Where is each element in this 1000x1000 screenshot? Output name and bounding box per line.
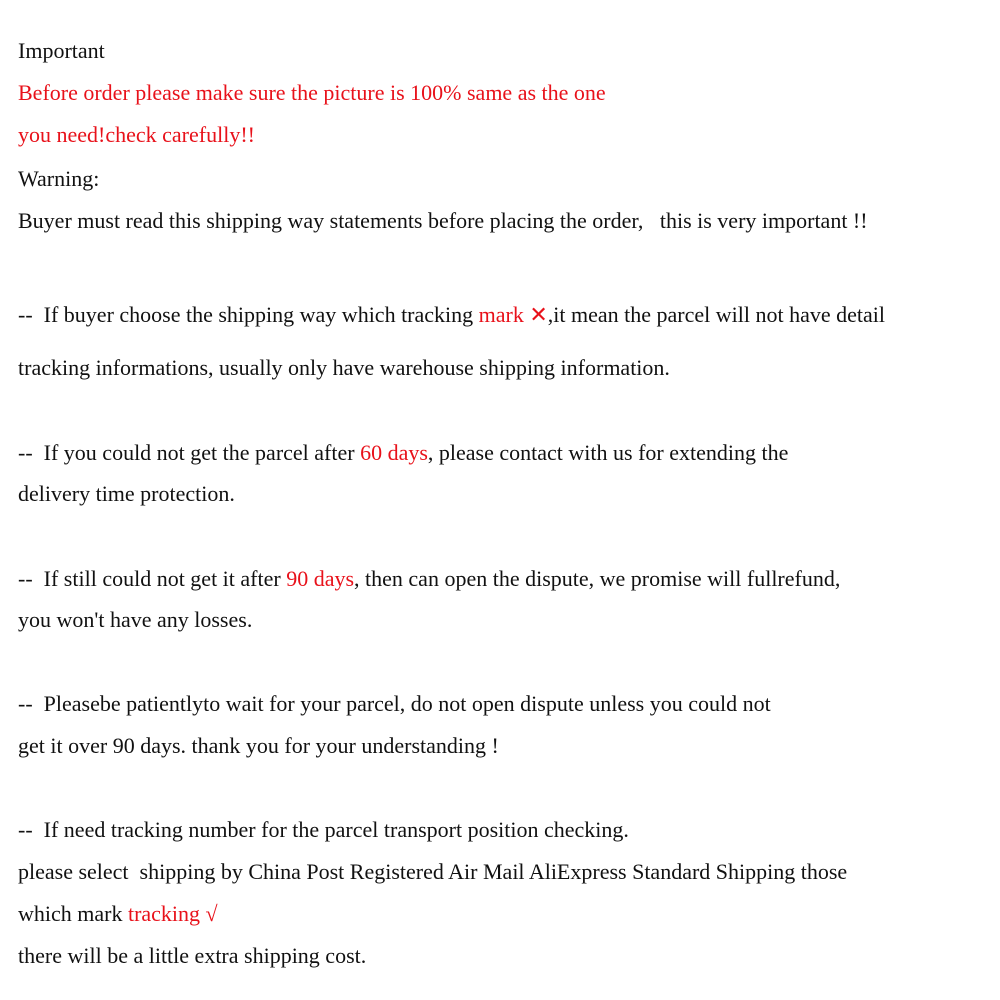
notice-line-1: Before order please make sure the picture is 100% same as the one <box>18 80 606 105</box>
item-3-highlight: 90 days <box>286 566 355 591</box>
item-1-text: -- If buyer choose the shipping way which tracking <box>18 302 479 327</box>
item-2-line-1 <box>18 440 788 466</box>
item-5-line-1: -- If need tracking number for the parcel transport position checking. <box>18 817 629 842</box>
item-1-highlight: mark <box>478 302 530 327</box>
warning-label: Warning: <box>18 166 100 191</box>
item-5-line-2: please select shipping by China Post Registered Air Mail AliExpress Standard Shipping those <box>18 859 848 884</box>
item-2-text-post: , please contact with us for extending the <box>427 440 789 465</box>
warning-text: Buyer must read this shipping way statements before placing the order, this is very important !! <box>18 208 868 233</box>
item-1-line-2: tracking informations, usually only have warehouse shipping information. <box>18 355 670 380</box>
item-4-line-1: -- Pleasebe patientlyto wait for your parcel, do not open dispute unless you could not <box>18 691 771 716</box>
item-5-text: which mark <box>18 901 128 926</box>
item-3-text: -- If still could not get it after <box>18 566 287 591</box>
item-3-line-1 <box>18 566 840 592</box>
item-5-line-4: there will be a little extra shipping cost. <box>18 943 367 968</box>
notice-line-2: you need!check carefully!! <box>18 122 255 147</box>
item-5-line-3 <box>18 901 218 927</box>
item-2-highlight: 60 days <box>360 440 428 465</box>
item-3-text-post: , then can open the dispute, we promise will fullrefund, <box>354 566 841 591</box>
tracking-check-highlight: tracking √ <box>127 901 218 926</box>
item-2-text: -- If you could not get the parcel after <box>18 440 361 465</box>
title-important: Important <box>18 38 105 63</box>
item-3-line-2: you won't have any losses. <box>18 607 253 632</box>
item-4-line-2: get it over 90 days. thank you for your understanding ! <box>18 733 499 758</box>
item-1-line-1 <box>18 302 885 329</box>
item-1-text-post: ,it mean the parcel will not have detail <box>547 302 886 327</box>
item-2-line-2: delivery time protection. <box>18 481 235 506</box>
cross-mark-icon: ✕ <box>529 303 548 328</box>
